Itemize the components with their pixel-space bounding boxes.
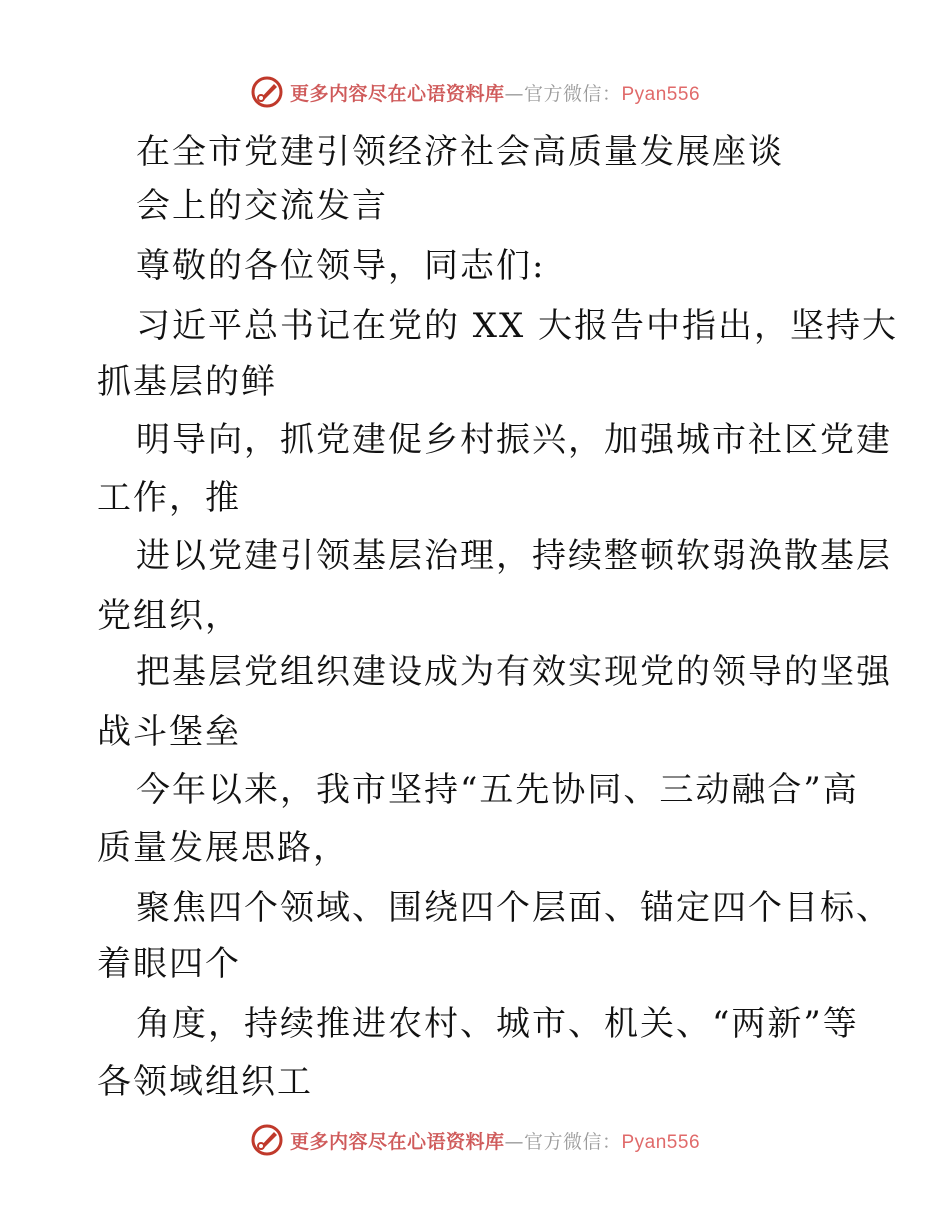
watermark-side: 官方微信： xyxy=(523,82,622,105)
watermark-text xyxy=(290,1127,700,1154)
paragraph-line: 今年以来，我市坚持“五先协同、三动融合”高 xyxy=(136,770,859,810)
paragraph-line: 抓基层的鲜 xyxy=(97,362,277,402)
paragraph-line: 工作，推 xyxy=(97,478,241,518)
watermark-separator: — xyxy=(504,1130,524,1153)
paragraph-line: 着眼四个 xyxy=(97,944,241,984)
watermark-id: Pyan556 xyxy=(621,1131,701,1153)
quill-logo-icon xyxy=(250,75,284,109)
watermark-side: 官方微信： xyxy=(523,1130,622,1153)
paragraph-line: 质量发展思路， xyxy=(97,828,349,868)
watermark-main: 更多内容尽在心语资料库 xyxy=(289,82,505,105)
paragraph-line: 党组织， xyxy=(97,596,241,636)
header-watermark xyxy=(0,72,950,112)
watermark-id: Pyan556 xyxy=(621,83,701,105)
paragraph-line: 明导向，抓党建促乡村振兴，加强城市社区党建 xyxy=(136,420,892,460)
paragraph-line: 把基层党组织建设成为有效实现党的领导的坚强 xyxy=(136,652,892,692)
document-title-line-1: 在全市党建引领经济社会高质量发展座谈 xyxy=(136,132,784,172)
paragraph-line: 各领域组织工 xyxy=(97,1062,313,1102)
paragraph-line: 习近平总书记在党的 XX 大报告中指出，坚持大 xyxy=(136,306,899,346)
paragraph-line: 战斗堡垒 xyxy=(97,712,241,752)
watermark-main: 更多内容尽在心语资料库 xyxy=(289,1130,505,1153)
footer-watermark xyxy=(0,1120,950,1160)
salutation: 尊敬的各位领导，同志们: xyxy=(136,246,546,286)
quill-logo-icon xyxy=(250,1123,284,1157)
paragraph-line: 角度，持续推进农村、城市、机关、“两新”等 xyxy=(136,1004,859,1044)
paragraph-line: 进以党建引领基层治理，持续整顿软弱涣散基层 xyxy=(136,536,892,576)
paragraph-line: 聚焦四个领域、围绕四个层面、锚定四个目标、 xyxy=(136,888,892,928)
watermark-text xyxy=(290,79,700,106)
watermark-separator: — xyxy=(504,82,524,105)
document-title-line-2: 会上的交流发言 xyxy=(136,186,388,226)
